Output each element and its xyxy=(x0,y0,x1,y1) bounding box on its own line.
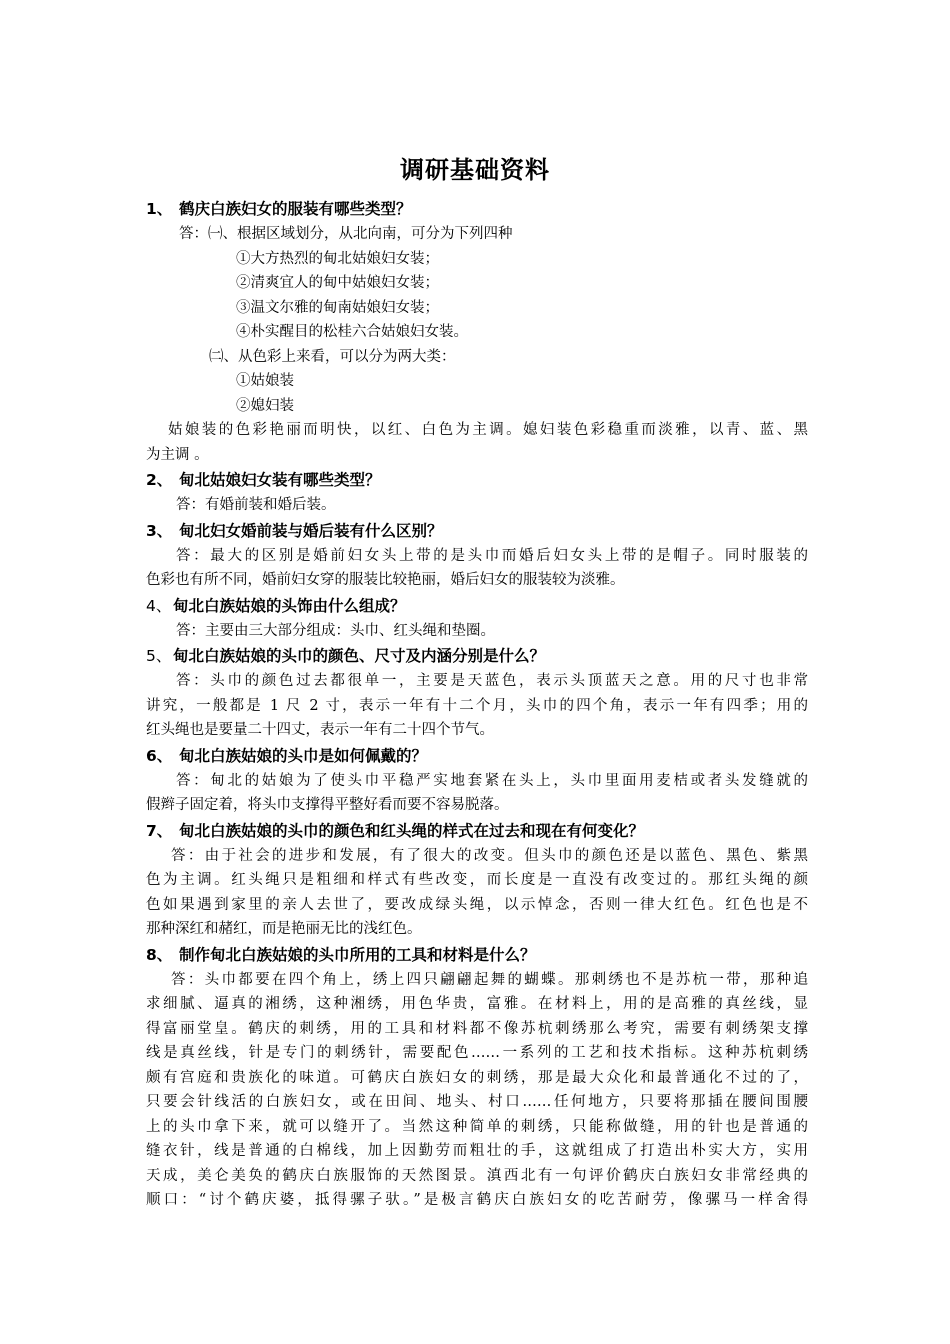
answer-line: 缝衣针，线是普通的白棉线，加上因勤劳而粗壮的手，这就组成了打造出朴实大方，实用 xyxy=(146,1143,808,1159)
question-5 xyxy=(146,643,808,669)
answer-line: ㈡、从色彩上来看，可以分为两大类： xyxy=(209,348,456,365)
answer-line: 颇有宫庭和贵族化的味道。可鹤庆白族妇女的刺绣，那是最大众化和最普通化不过的了， xyxy=(146,1069,808,1086)
answer-line: 答：主要由三大部分组成：头巾、红头绳和垫圈。 xyxy=(176,622,495,639)
answer-line: 求细腻、逼真的湘绣，这种湘绣，用色华贵，富雅。在材料上，用的是高雅的真丝线，显 xyxy=(146,996,808,1012)
paragraph-line: 为主调 。 xyxy=(146,446,209,463)
question-4 xyxy=(146,593,808,619)
list-item: ①大方热烈的甸北姑娘妇女装； xyxy=(236,250,439,267)
list-item: ④朴实醒目的松桂六合姑娘妇女装。 xyxy=(236,324,468,340)
answer-line: 得富丽堂皇。鹤庆的刺绣，用的工具和材料都不像苏杭刺绣那么考究，需要有刺绣架支撑 xyxy=(146,1020,808,1037)
answer-line: 色如果遇到家里的亲人去世了，要改成绿头绳，以示悼念，否则一律大红色。红色也是不 xyxy=(146,896,808,913)
answer-line: 答：头巾的颜色过去都很单一，主要是天蓝色，表示头顶蓝天之意。用的尺寸也非常 xyxy=(176,673,808,689)
question-1 xyxy=(146,196,808,222)
question-6 xyxy=(146,743,808,769)
question-number: 1、 xyxy=(146,200,173,218)
answer-line: 那种深红和赭红，而是艳丽无比的浅红色。 xyxy=(146,921,422,937)
answer-line: 答：甸北的姑娘为了使头巾平稳严实地套紧在头上，头巾里面用麦桔或者头发缝就的 xyxy=(176,772,808,789)
document-body xyxy=(146,196,808,1213)
question-text: 甸北白族姑娘的头饰由什么组成？ xyxy=(173,596,406,615)
question-number: 5、 xyxy=(146,647,172,665)
question-8 xyxy=(146,942,808,968)
question-7 xyxy=(146,818,808,844)
question-text: 鹤庆白族妇女的服装有哪些类型？ xyxy=(179,200,412,218)
page-title: 调研基础资料 xyxy=(400,156,550,184)
question-number: 7、 xyxy=(146,821,173,840)
answer-line: 答：最大的区别是婚前妇女头上带的是头巾而婚后妇女头上带的是帽子。同时服装的 xyxy=(176,547,808,564)
list-item: ②清爽宜人的甸中姑娘妇女装； xyxy=(236,275,439,291)
answer-line: 色彩也有所不同，婚前妇女穿的服装比较艳丽，婚后妇女的服装较为淡雅。 xyxy=(146,572,625,588)
paragraph-line: 姑娘装的色彩艳丽而明快，以红、白色为主调。媳妇装色彩稳重而淡雅，以青、蓝、黑 xyxy=(168,422,808,438)
list-item: ②媳妇装 xyxy=(236,397,294,414)
question-3 xyxy=(146,518,808,544)
question-number: 6、 xyxy=(146,746,173,765)
answer-line: 答：头巾都要在四个角上，绣上四只翩翩起舞的蝴蝶。那刺绣也不是苏杭一带，那种追 xyxy=(171,971,808,988)
answer-line: 答：有婚前装和婚后装。 xyxy=(176,497,336,513)
question-number: 2、 xyxy=(146,471,173,489)
answer-line: 天成，美仑美奂的鹤庆白族服饰的天然图景。滇西北有一句评价鹤庆白族妇女非常经典的 xyxy=(146,1167,808,1184)
list-item: ①姑娘装 xyxy=(236,373,294,389)
question-text: 甸北白族姑娘的头巾的颜色和红头绳的样式在过去和现在有何变化？ xyxy=(179,821,645,840)
question-text: 甸北妇女婚前装与婚后装有什么区别？ xyxy=(179,521,443,540)
answer-line: 只要会针线活的白族妇女，或在田间、地头、村口……任何地方，只要将那插在腰间围腰 xyxy=(146,1094,808,1110)
answer-line: 答：㈠、根据区域划分，从北向南，可分为下列四种 xyxy=(179,226,513,242)
answer-line: 假辫子固定着，将头巾支撑得平整好看而要不容易脱落。 xyxy=(146,797,509,813)
answer-line: 线是真丝线，针是专门的刺绣针，需要配色……一系列的工艺和技术指标。这种苏杭刺绣 xyxy=(146,1045,808,1061)
answer-line: 讲究，一般都是 1 尺 2 寸，表示一年有十二个月，头巾的四个角，表示一年有四季；用的 xyxy=(146,697,808,714)
answer-line: 红头绳也是要量二十四丈，表示一年有二十四个节气。 xyxy=(146,722,494,738)
answer-line: 答：由于社会的进步和发展，有了很大的改变。但头巾的颜色还是以蓝色、黑色、紫黑 xyxy=(171,847,808,864)
question-number: 3、 xyxy=(146,521,173,540)
answer-line: 色为主调。红头绳只是粗细和样式有些改变，而长度是一直没有改变过的。那红头绳的颜 xyxy=(146,872,808,888)
question-text: 制作甸北白族姑娘的头巾所用的工具和材料是什么？ xyxy=(179,945,536,964)
question-text: 甸北姑娘妇女装有哪些类型？ xyxy=(179,471,381,489)
answer-line: 顺口：“讨个鹤庆婆，抵得骡子驮。”是极言鹤庆白族妇女的吃苦耐劳，像骡马一样舍得 xyxy=(146,1192,808,1208)
answer-line: 上的头巾拿下来，就可以缝开了。当然这种简单的刺绣，只能称做缝，用的针也是普通的 xyxy=(146,1118,808,1135)
question-number: 4、 xyxy=(146,596,172,615)
question-text: 甸北白族姑娘的头巾是如何佩戴的？ xyxy=(179,746,428,765)
question-number: 8、 xyxy=(146,945,173,964)
list-item: ③温文尔雅的甸南姑娘妇女装； xyxy=(236,299,439,316)
question-2 xyxy=(146,467,808,493)
question-text: 甸北白族姑娘的头巾的颜色、尺寸及内涵分别是什么？ xyxy=(173,647,546,665)
